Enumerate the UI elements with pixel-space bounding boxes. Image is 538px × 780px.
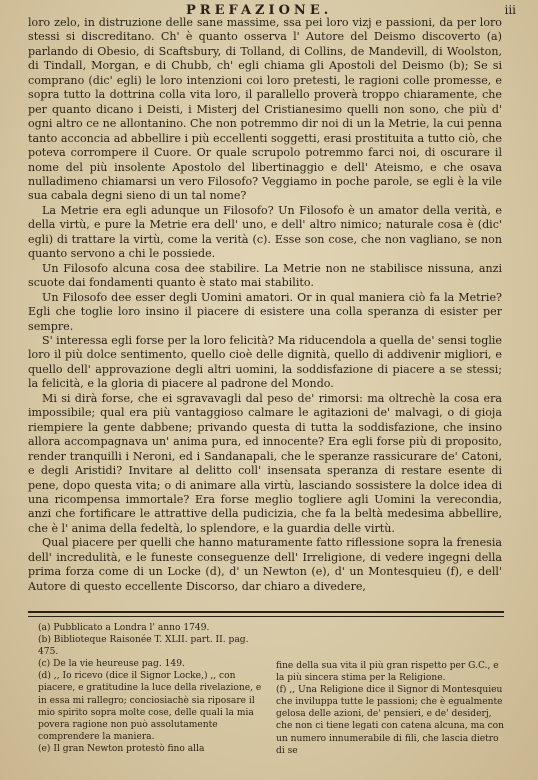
footnote-rule <box>28 611 504 613</box>
paragraph: Mi si dirà forse, che ei sgravavagli dal peso de' rimorsi: ma oltrechè la cosa era impossibile; qual era più vantaggioso calmare le agitazioni de' malvagi, o di gioja riempiere la gente dabbene; privando questa di tutta la soddisfazione, che insino allora accompagnava un' anima pura, ed innocente? Era egli forse più di proposito, render tranquilli i Neroni, ed i Sandanapali, che le speranze rassicurare de' Catoni, e degli Aristidi? Invitare al delitto coll' insensata speranza di restare esente di pene, dopo questa vita; o di animare alla virtù, lasciando sossistere la dolce idea di una ricompensa immortale? Era forse meglio togliere agli Uomini la verecondia, anzi che fortificare le attrattive della pudicizia, che fa la beltà medesima abbellire, che è l' anima della fedeltà, lo splendore, e la guardia delle virtù. <box>28 391 502 535</box>
footnote: (a) Pubblicato a Londra l' anno 1749. <box>38 623 210 633</box>
footnote: (e) Il gran Newton protestò fino alla <box>38 743 205 754</box>
footnote: (b) Biblioteque Raisonée T. XLII. part. II. pag. 475. <box>38 635 249 658</box>
paragraph: Un Filosofo alcuna cosa dee stabilire. La Metrie non ne stabilisce nissuna, anzi scuote dai fondamenti quanto è stato mai stabilito. <box>28 261 502 290</box>
footnotes <box>38 622 504 776</box>
footnotes-left-column <box>38 622 266 755</box>
footnote: (f) ,, Una Religione dice il Signor di Montesquieu che inviluppa tutte le passioni; che è egualmente gelosa delle azioni, de' pensieri, e de' desiderj, che non ci tiene legati con catena alcuna, ma con un numero innumerabile di fili, che lascia dietro di se <box>276 685 504 756</box>
footnotes-right-column <box>276 660 504 757</box>
paragraph: Un Filosofo dee esser degli Uomini amatori. Or in qual maniera ciò fa la Metrie? Egli che toglie loro insino il piacere di esistere una colla speranza di esister per sempre. <box>28 290 502 333</box>
running-head: PREFAZIONE. <box>186 3 333 18</box>
page-number: iii <box>504 3 516 17</box>
main-text <box>28 16 502 610</box>
footnote: (c) De la vie heureuse pag. 149. <box>38 659 185 670</box>
paragraph: La Metrie era egli adunque un Filosofo? Un Filosofo è un amator della verità, e della virtù, e pure la Metrie era dell' uno, e dell' altro nimico; naturale cosa è (dic' egli) di trattare la virtù, come la verità (c). Esse son cose, che non vagliano, se non quanto servono a chi le possiede. <box>28 203 502 261</box>
footnote-rule-thin <box>28 616 504 617</box>
footnote: fine della sua vita il più gran rispetto per G.C., e la più sincera stima per la Religione. <box>276 661 499 684</box>
paragraph: loro zelo, in distruzione delle sane massime, ssa pei loro vizj e passioni, da per loro stessi si discreditano. Ch' è quanto osserva l' Autore del Deismo discoverto (a) parlando di Obesio, di Scaftsbury, di Tolland, di Collins, de Mandevill, di Woolston, di Tindall, Morgan, e di Chubb, ch' egli chiama gli Apostoli del Deismo (b); Se si comprano (dic' egli) le loro intenzioni coi loro pretesti, le ragioni colle promesse, e sopra tutto la dottrina colla vita loro, il parallello proverà troppo chiaramente, che per quanto dicano i Deisti, i Misterj del Cristianesimo quelli non sono, che più d' ogni altro ce ne allontanino. Che non potremmo dir noi di un la Metrie, la cui penna tanto acconcia ad abbellire i più eccellenti soggetti, erasi prostituita a tutto ciò, che poteva corrompere il Cuore. Or quale scrupolo potremmo farci noi, di oscurare il nome del più insolente Apostolo del libertinaggio e dell' Ateismo, e che osava nulladimeno chiamarsi un vero Filosofo? Veggiamo in poche parole, se egli è la vile sua cabala degni sieno di un tal nome? <box>28 16 502 203</box>
footnote: (d) ,, Io ricevo (dice il Signor Locke,) ,, con piacere, e gratitudine la luce della rivelazione, e in essa mi rallegro; conciosiachè sia riposare il mio spirito sopra molte cose, delle quali la mia povera ragione non può assolutamente comprendere la maniera. <box>38 671 262 742</box>
paragraph: S' interessa egli forse per la loro felicità? Ma riducendola a quella de' sensi toglie loro il più dolce sentimento, quello cioè delle dignità, quello di addivenir migliori, e quello dell' approvazione degli altri uomini, la soddisfazione di piacere a se stessi; la felicità, e la gloria di piacere al padrone del Mondo. <box>28 333 502 391</box>
paragraph: Qual piacere per quelli che hanno maturamente fatto riflessione sopra la frenesia dell' incredulità, e le funeste conseguenze dell' Irreligione, di vedere ingegni della prima forza come di un Locke (d), d' un Newton (e), d' un Montesquieu (f), e dell' Autore di questo eccellente Discorso, dar chiaro a divedere, <box>28 536 502 593</box>
